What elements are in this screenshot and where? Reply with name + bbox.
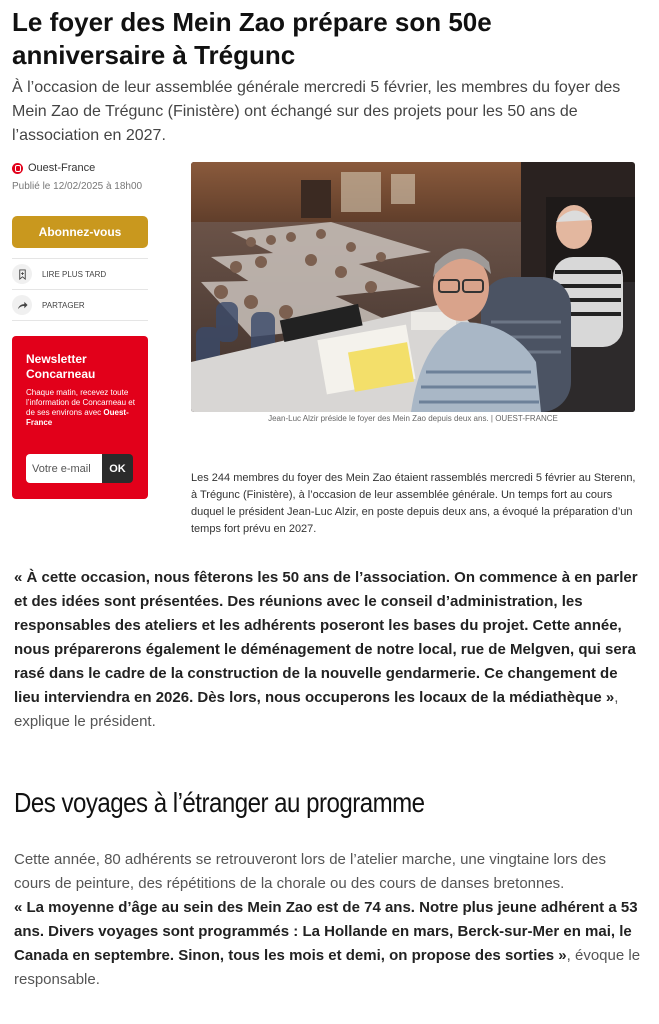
section-title: Des voyages à l’étranger au programme (14, 787, 425, 818)
read-later-label: LIRE PLUS TARD (42, 269, 107, 279)
president-quote-text: « À cette occasion, nous fêterons les 50 ans de l’association. On commence à en parler et des idées sont présentées. Des réunions avec le conseil d’administration, les responsables des ateliers et les adhérents poseront les bases du projet. Cette année, nous préparerons également le déménagement de notre local, rue de Melgven, qui sera rasé dans le cadre de la construction de la nouvelle gendarmerie. Ce changement de lieu interviendra en 2026. Dès lors, nous occuperons les locaux de la médiathèque » (14, 569, 638, 706)
article-lead: À l’occasion de leur assemblée générale mercredi 5 février, les membres du foyer des Mein Zao de Trégunc (Finistère) ont échangé sur des projets pour les 50 ans de l’association en 2027. (12, 79, 621, 144)
article-intro: Les 244 membres du foyer des Mein Zao étaient rassemblés mercredi 5 février au Sterenn, à Trégunc (Finistère), à l’occasion de leur assemblée générale. Un temps fort au cours duquel le président Jean-Luc Alzir, en poste depuis deux ans, a évoqué la préparation d’un temps fort prévu en 2027. (191, 472, 636, 535)
bookmark-add-icon (12, 264, 32, 284)
article-photo (191, 162, 635, 412)
source-name: Ouest-France (28, 162, 96, 174)
manager-quote (14, 896, 646, 992)
newsletter-brand: Ouest-France (26, 408, 129, 427)
president-quote-attribution: , explique le président. (14, 689, 619, 730)
section-paragraph: Cette année, 80 adhérents se retrouveront lors de l’atelier marche, une vingtaine lors des cours de peinture, des répétitions de la chorale ou des cours de danses bretonnes. (14, 851, 607, 892)
publish-date: Publié le 12/02/2025 à 18h00 (12, 181, 143, 192)
manager-quote-text: « La moyenne d’âge au sein des Mein Zao est de 74 ans. Notre plus jeune adhérent a 53 ans. Divers voyages sont programmés : La Hollande en mars, Berck-sur-Mer en mai, le Canada en septembre. Sinon, tous les mois et demi, on propose des sorties » (14, 899, 638, 964)
president-quote (14, 566, 646, 734)
newsletter-title: Newsletter Concarneau (26, 352, 96, 381)
article-source[interactable] (12, 162, 95, 174)
share-label: PARTAGER (42, 300, 85, 310)
article-title: Le foyer des Mein Zao prépare son 50e anniversaire à Trégunc (12, 7, 492, 70)
newsletter-description: Chaque matin, recevez toute l’information de Concarneau et de ses environs avec (26, 388, 135, 417)
read-later-button[interactable] (12, 258, 148, 289)
assembly-photo-illustration (191, 162, 635, 412)
subscribe-button[interactable]: Abonnez-vous (12, 216, 148, 248)
share-arrow-icon (12, 295, 32, 315)
manager-quote-attribution: , évoque le responsable. (14, 947, 641, 988)
newsletter-email-input[interactable] (26, 454, 102, 483)
newsletter-submit-button[interactable]: OK (102, 454, 133, 483)
photo-caption: Jean-Luc Alzir préside le foyer des Mein Zao depuis deux ans. | OUEST-FRANCE (268, 414, 558, 423)
newsletter-text (26, 388, 138, 428)
ouest-france-logo-icon (12, 163, 23, 174)
share-button[interactable] (12, 289, 148, 321)
